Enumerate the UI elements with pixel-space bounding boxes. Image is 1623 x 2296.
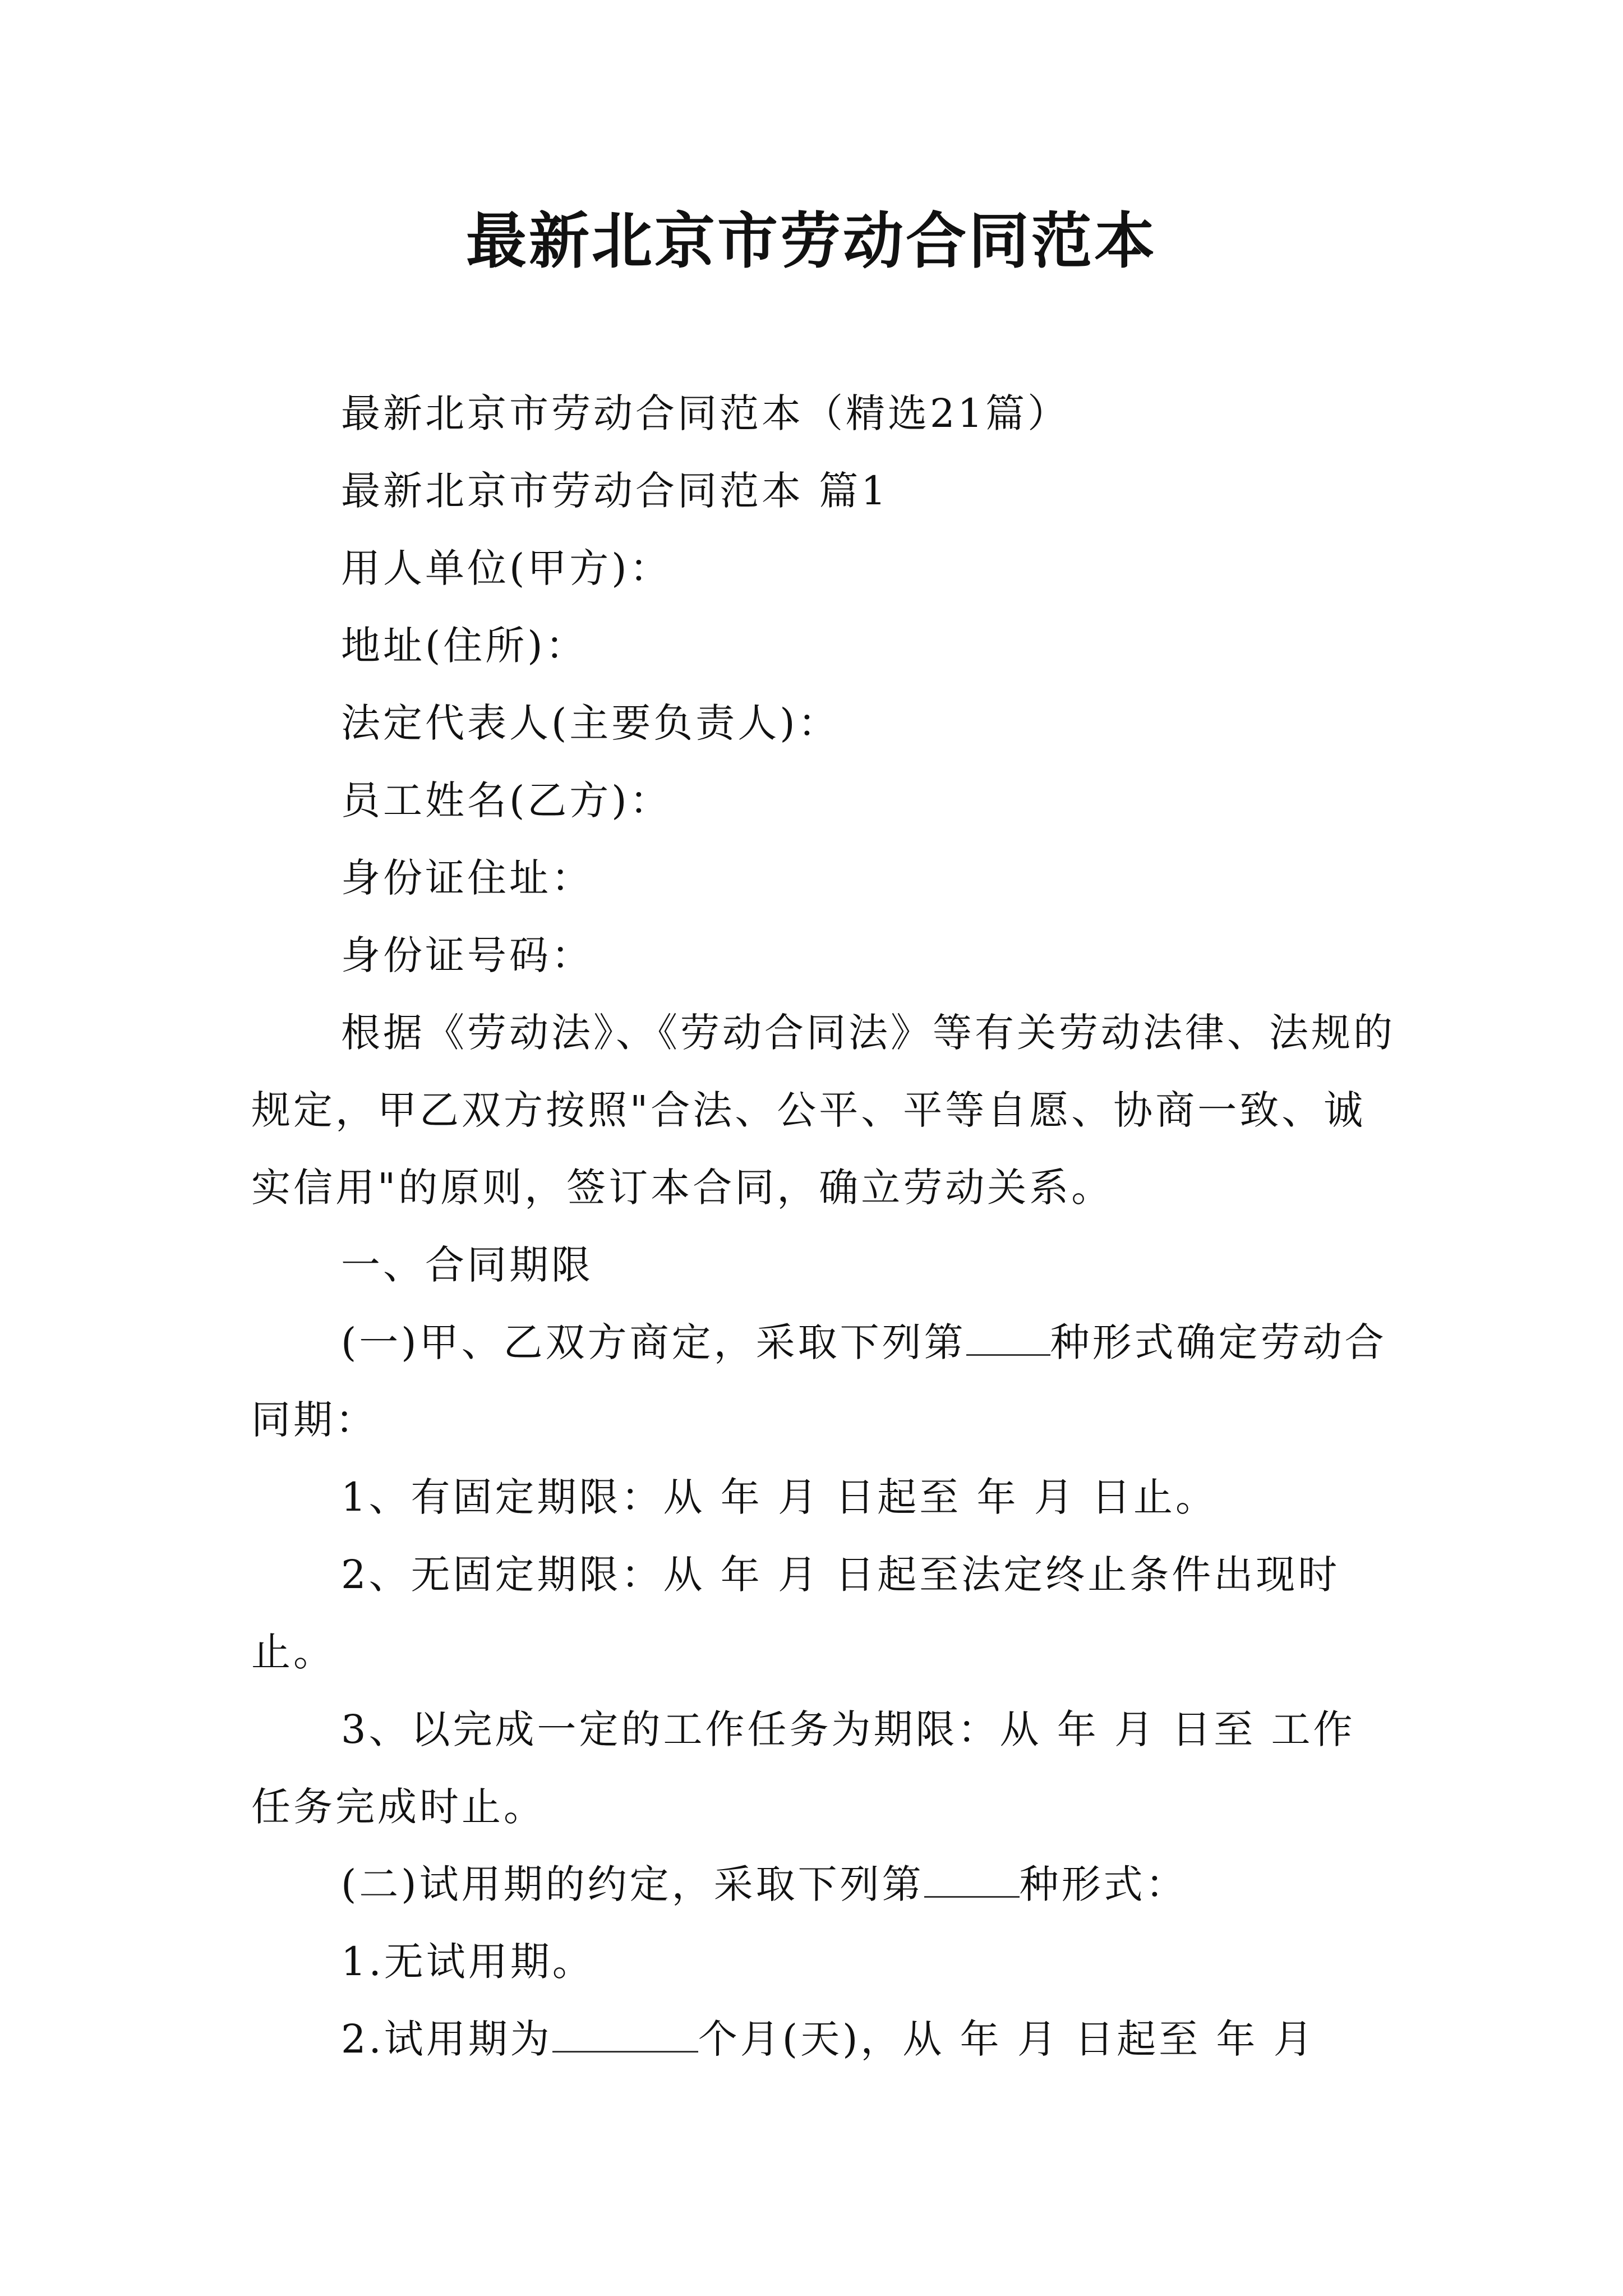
probation-2-text-a: 2.试用期为 — [341, 2016, 552, 2062]
term-heading: 一、合同期限 — [341, 1242, 593, 1288]
probation-text-a: (二)试用期的约定，采取下列第 — [341, 1861, 924, 1907]
field-address: 地址(住所)： — [341, 623, 588, 669]
field-legal-rep: 法定代表人(主要负责人)： — [341, 700, 840, 746]
document-body — [251, 375, 1395, 2078]
term-option-2: 2、无固定期限：从 年 月 日起至法定终止条件出现时止。 — [251, 1552, 1340, 1675]
term-clause-text-b: 种形式确定劳动合同期： — [251, 1319, 1387, 1443]
term-option-3: 3、以完成一定的工作任务为期限：从 年 月 日至 工作任务完成时止。 — [251, 1706, 1355, 1830]
probation-2-blank — [552, 2018, 698, 2053]
field-id-number: 身份证号码： — [341, 932, 593, 978]
field-employer: 用人单位(甲方)： — [341, 545, 672, 591]
term-option-1: 1、有固定期限：从 年 月 日起至 年 月 日止。 — [341, 1474, 1218, 1520]
term-blank — [966, 1322, 1050, 1356]
term-clause — [251, 1304, 1395, 1458]
document-title: 最新北京市劳动合同范本 — [465, 206, 1157, 277]
subtitle: 最新北京市劳动合同范本（精选21篇） — [341, 390, 1070, 436]
probation-blank — [924, 1864, 1020, 1898]
probation-option-1: 1.无试用期。 — [341, 1939, 594, 1985]
probation-option-2 — [251, 2000, 1395, 2078]
probation-clause — [251, 1846, 1395, 1923]
field-employee-name: 员工姓名(乙方)： — [341, 777, 672, 823]
section-heading: 最新北京市劳动合同范本 篇1 — [341, 468, 889, 514]
term-clause-text-a: (一)甲、乙双方商定，采取下列第 — [341, 1319, 966, 1365]
probation-text-b: 种形式： — [1019, 1861, 1188, 1907]
intro-paragraph: 根据《劳动法》、《劳动合同法》等有关劳动法律、法规的规定，甲乙双方按照"合法、公平、平等自愿、协商一致、诚实信用"的原则，签订本合同，确立劳动关系。 — [251, 1010, 1395, 1211]
probation-2-text-b: 个月(天)，从 年 月 日起至 年 月 — [698, 2016, 1316, 2062]
field-id-address: 身份证住址： — [341, 855, 593, 901]
